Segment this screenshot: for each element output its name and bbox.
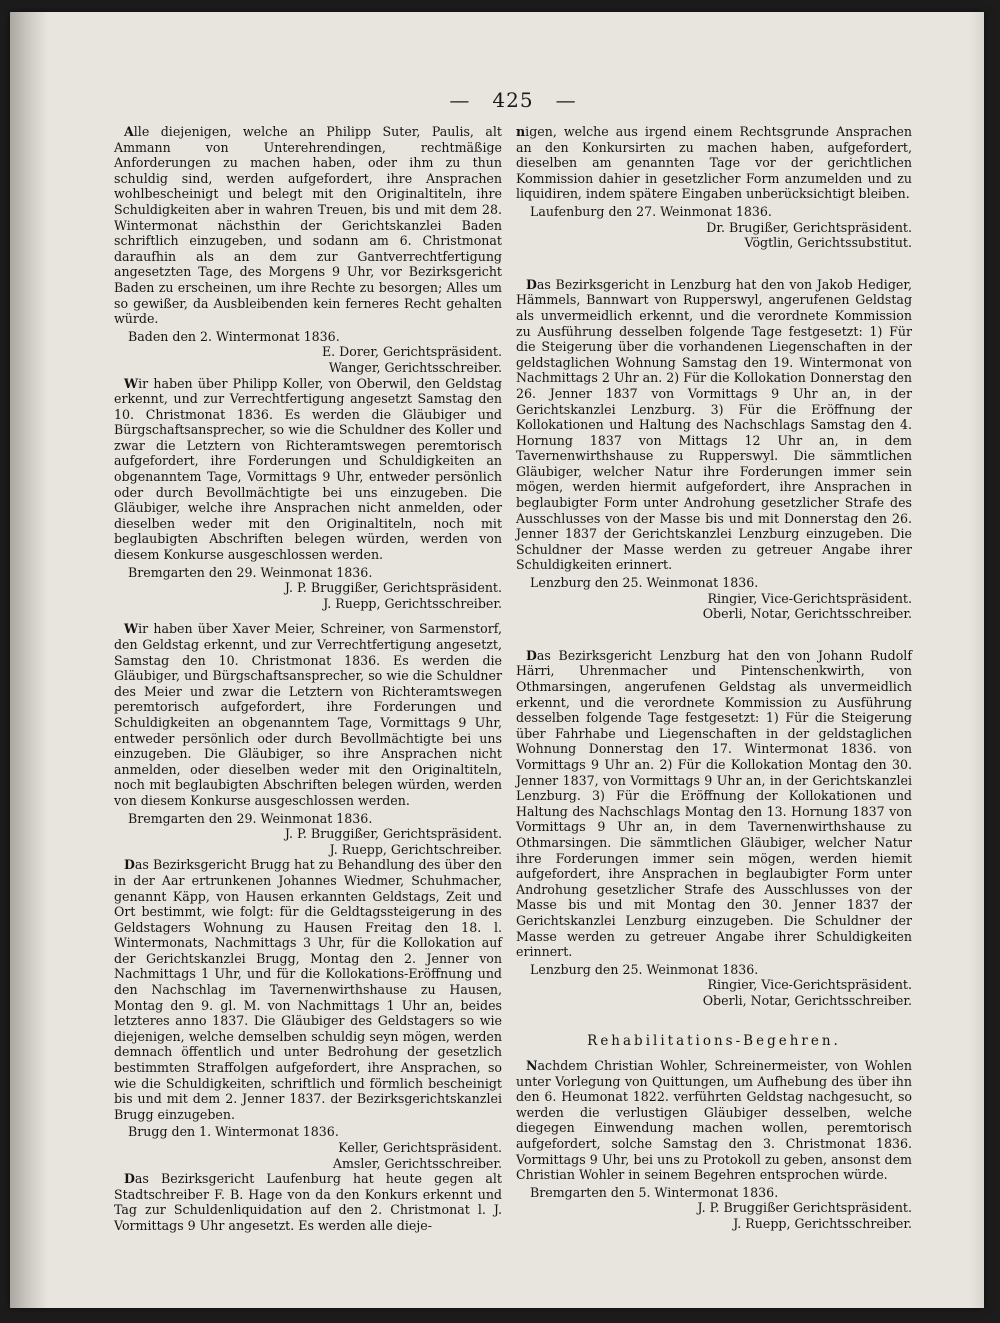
notice-date: Lenzburg den 25. Weinmonat 1836. [530, 961, 759, 977]
notice-date: Bremgarten den 5. Wintermonat 1836. [530, 1184, 779, 1200]
notice-signature: Wanger, Gerichtsschreiber. [328, 359, 502, 375]
notice-signature: Keller, Gerichtspräsident. [338, 1140, 502, 1155]
notice [114, 621, 502, 857]
notice-text: Wir haben über Xaver Meier, Schreiner, von Sarmenstorf, den Geldstag erkennt, und zur Verrechtfertigung angesetzt, Samstag den 10. Christmonat 1836. Es werden die Gläubiger, und Bürgschaftsansprecher, so wie die Schuldner des Meier und zwar die Letztern von Richteramtswegen peremtorisch aufgefordert, ihre Forderungen und Schuldigkeiten an obgenanntem Tage, Vormittags 9 Uhr, entweder persönlich oder durch Bevollmächtigte bei uns einzugeben. Die Gläubiger, so ihre Ansprachen nicht anmelden, oder dieselben weder mit den Originaltiteln, noch mit beglaubigten Abschriften belegen würden, werden von diesem Konkurse ausgeschlossen werden. [114, 621, 502, 808]
notice-signature: Oberli, Notar, Gerichtsschreiber. [702, 992, 912, 1008]
page-header: — 425 — [449, 88, 577, 112]
notice-date: Brugg den 1. Wintermonat 1836. [128, 1124, 339, 1140]
page-fold-shadow [10, 12, 48, 1308]
notice [114, 124, 502, 376]
notice-text: Das Bezirksgericht Brugg hat zu Behandlung des über den in der Aar ertrunkenen Johannes Wiedmer, Schuhmacher, genannt Käpp, von Hausen erkannten Geldstags, Zeit und Ort bestimmt, wie folgt: für die Geldtagssteigerung in des Geldstagers Wohnung zu Hausen Freitag den 18. l. Wintermonats, Nachmittags 3 Uhr, für die Kollokation auf der Gerichtskanzlei Brugg, Montag den 2. Jenner von Nachmittags 1 Uhr, und für die Kollokations-Eröffnung und den Nachschlag im Tavernenwirthshause zu Hausen, Montag den 9. gl. M. von Nachmittags 1 Uhr an, beides letzteres anno 1837. Die Gläubiger des Geldstagers so wie diejenigen, welche demselben schuldig seyn mögen, werden demnach öffentlich und unter Bedrohung der gesetzlich bestimmten Straffolgen aufgefordert, ihre Ansprachen, so wie die Schuldigkeiten, schriftlich und förmlich bescheinigt bis und mit dem 2. Jenner 1837. der Bezirksgerichtskanzlei Brugg einzugeben. [114, 857, 502, 1122]
notice-text: nigen, welche aus irgend einem Rechtsgrunde Ansprachen an den Konkursirten zu machen haben, aufgefordert, dieselben am genannten Tage vor der gerichtlichen Kommission dahier in gesetzlicher Form anzumelden und zu liquidiren, indem spätere Eingaben unberücksichtigt bleiben. [516, 124, 912, 202]
notice-signature: Amsler, Gerichtsschreiber. [332, 1155, 502, 1171]
notice-signature: Vögtlin, Gerichtssubstitut. [744, 235, 912, 251]
rehabilitation-section [516, 1034, 912, 1231]
section-heading: Rehabilitations-Begehren. [587, 1033, 841, 1050]
page-edge [970, 12, 984, 1308]
notice-text: Nachdem Christian Wohler, Schreinermeister, von Wohlen unter Vorlegung von Quittungen, um Aufhebung des über ihn den 6. Heumonat 1822. verführten Geldstag nachgesucht, so werden die verlustigen Gläubiger desselben, welche diegegen Einwendung machen wollen, peremtorisch aufgefordert, solche Samstag den 3. Christmonat 1836. Vormittags 9 Uhr, bei uns zu Protokoll zu geben, ansonst dem Christian Wohler in seinem Begehren entsprochen würde. [516, 1058, 912, 1183]
notice-text: Alle diejenigen, welche an Philipp Suter, Paulis, alt Ammann von Unterehrendingen, rechtmäßige Anforderungen zu machen haben, oder ihm zu thun schuldig sind, werden aufgefordert, ihre Ansprachen wohlbescheinigt und belegt mit den Originaltiteln, ihre Schuldigkeiten aber in wahren Treuen, bis und mit dem 28. Wintermonat nächsthin der Gerichtskanzlei Baden schriftlich einzugeben, und sodann am 6. Christmonat daraufhin als an dem zur Gantverrechtfertigung angesetzten Tage, des Morgens 9 Uhr, vor Bezirksgericht Baden zu erscheinen, um ihre Rechte zu besorgen; Alles um so gewißer, da Ausbleibenden kein ferneres Recht gehalten würde. [114, 124, 502, 327]
newspaper-page [10, 12, 984, 1308]
notice-date: Baden den 2. Wintermonat 1836. [128, 328, 340, 344]
notice-text: Das Bezirksgericht in Lenzburg hat den von Jakob Hediger, Hämmels, Bannwart von Rupperswyl, angerufenen Geldstag als unvermeidlich erkennt, und die verordnete Kommission zu Ausführung desselben folgende Tage festgesetzt: 1) Für die Steigerung über die vorhandenen Liegenschaften in der geldstaglichen Wohnung Samstag den 19. Wintermonat von Nachmittags 2 Uhr an. 2) Für die Kollokation Donnerstag den 26. Jenner 1837 von Vormittags 9 Uhr an, in der Gerichtskanzlei Lenzburg. 3) Für die Eröffnung der Kollokationen und Haltung des Nachschlags Samstag den 4. Hornung 1837 von Mittags 12 Uhr an, in dem Tavernenwirthshause zu Rupperswyl. Die sämmtlichen Gläubiger, welcher Natur ihre Forderungen immer sein mögen, werden hiermit aufgefordert, ihre Ansprachen in beglaubigter Form unter Androhung gesetzlicher Strafe des Ausschlusses von der Masse bis und mit Donnerstag den 26. Jenner 1837 der Gerichtskanzlei Lenzburg einzugeben. Die Schuldner der Masse werden zu getreuer Angabe ihrer Schuldigkeiten erinnert. [516, 276, 912, 573]
notice [114, 376, 502, 612]
notice-signature: J. Ruepp, Gerichtsschreiber. [733, 1216, 912, 1231]
notice [114, 857, 502, 1171]
notice-text: Wir haben über Philipp Koller, von Oberwil, den Geldstag erkennt, und zur Verrechtfertigung angesetzt Samstag den 10. Christmonat 1836. Es werden die Gläubiger und Bürgschaftsansprecher, so wie die Schuldner des Koller und zwar die Letztern von Richteramtswegen peremtorisch aufgefordert, ihre Forderungen und Schuldigkeiten an obgenanntem Tage, Vormittags 9 Uhr, entweder persönlich oder durch Bevollmächtigte bei uns einzugeben. Die Gläubiger, welche ihre Ansprachen nicht anmelden, oder dieselben weder mit den Originaltiteln, noch mit beglaubigten Abschriften belegen würden, werden von diesem Konkurse ausgeschlossen werden. [114, 375, 502, 563]
notice-signature: Ringier, Vice-Gerichtspräsident. [707, 590, 912, 606]
right-column [516, 124, 912, 1232]
notice-signature: J. Ruepp, Gerichtsschreiber. [323, 595, 502, 611]
notice-signature: E. Dorer, Gerichtspräsident. [321, 344, 502, 360]
page-number: 425 [492, 88, 534, 112]
notice-text: Das Bezirksgericht Laufenburg hat heute gegen alt Stadtschreiber F. B. Hage von da den Konkurs erkennt und Tag zur Schuldenliquidation auf den 2. Christmonat l. J. Vormittags 9 Uhr angesetzt. Es werden alle dieje- [114, 1171, 502, 1233]
notice-signature: J. P. Bruggißer, Gerichtspräsident. [284, 826, 502, 842]
notice-date: Laufenburg den 27. Weinmonat 1836. [530, 203, 772, 219]
left-column [114, 124, 502, 1236]
notice-signature: J. P. Bruggißer Gerichtspräsident. [697, 1200, 912, 1216]
notice-continuation [516, 124, 912, 251]
notice-date: Bremgarten den 29. Weinmonat 1836. [128, 564, 373, 580]
notice-signature: Oberli, Notar, Gerichtsschreiber. [702, 606, 912, 622]
notice [114, 1171, 502, 1233]
notice-date: Bremgarten den 29. Weinmonat 1836. [128, 810, 373, 826]
notice [516, 648, 912, 1009]
notice-signature: J. P. Bruggißer, Gerichtspräsident. [284, 580, 502, 596]
notice-text: Das Bezirksgericht Lenzburg hat den von Johann Rudolf Härri, Uhrenmacher und Pintenschenkwirth, von Othmarsingen, angerufenen Geldstag als unvermeidlich erkennt, und die verordnete Kommission zu Ausführung desselben folgende Tage festgesetzt: 1) Für die Steigerung über Fahrhabe und Liegenschaften in der geldstaglichen Wohnung Donnerstag den 17. Wintermonat 1836. von Vormittags 9 Uhr an. 2) Für die Kollokation Montag den 30. Jenner 1837, von Vormittags 9 Uhr an, in der Gerichtskanzlei Lenzburg. 3) Für die Eröffnung der Kollokationen und Haltung des Nachschlags Montag den 13. Hornung 1837 von Vormittags 9 Uhr an, in dem Tavernenwirthshause zu Othmarsingen. Die sämmtlichen Gläubiger, welcher Natur ihre Forderungen immer sein mögen, werden hiemit aufgefordert, ihre Ansprachen in beglaubigter Form unter Androhung gesetzlicher Strafe des Ausschlusses von der Masse bis und mit Montag den 30. Jenner 1837 der Gerichtskanzlei Lenzburg einzugeben. Die Schuldner der Masse werden zu getreuer Angabe ihrer Schuldigkeiten erinnert. [516, 647, 912, 960]
notice-signature: Dr. Brugißer, Gerichtspräsident. [706, 219, 912, 235]
notice-signature: Ringier, Vice-Gerichtspräsident. [707, 977, 912, 993]
notice-signature: J. Ruepp, Gerichtschreiber. [329, 841, 502, 857]
notice [516, 277, 912, 622]
notice-date: Lenzburg den 25. Weinmonat 1836. [530, 575, 759, 591]
